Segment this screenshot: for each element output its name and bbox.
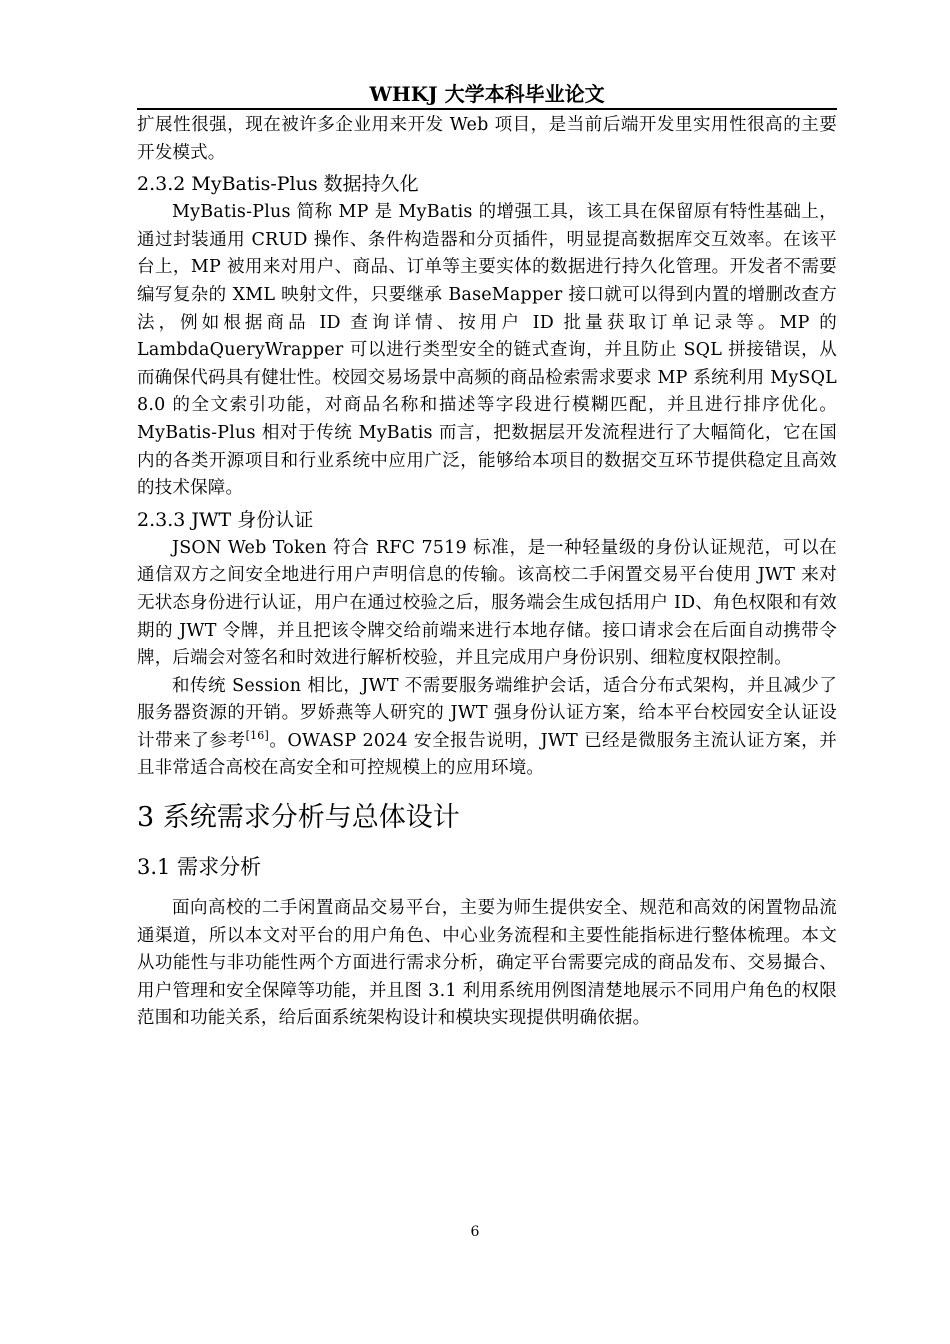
paragraph-jwt-2-part-1: 和传统 Session 相比，JWT 不需要服务端维护会话，适合分布式架构，并且减少了服务器资源的开销。罗娇燕等人研究的 JWT 强身份认证方案，给本平台校园安全认证设计带来了参考 bbox=[137, 675, 837, 751]
paragraph-jwt-2 bbox=[137, 673, 837, 783]
intro-paragraph: 扩展性很强，现在被许多企业用来开发 Web 项目，是当前后端开发里实用性很高的主要开发模式。 bbox=[137, 115, 837, 163]
subsection-heading-2-3-2: 2.3.2 MyBatis-Plus 数据持久化 bbox=[137, 173, 419, 196]
chapter-heading-3: 3 系统需求分析与总体设计 bbox=[137, 802, 460, 834]
body-text bbox=[137, 112, 837, 1033]
paragraph-jwt-2-part-2: 。OWASP 2024 安全报告说明，JWT 已经是微服务主流认证方案，并且非常适合高校在高安全和可控规模上的应用环境。 bbox=[137, 730, 837, 779]
subsection-heading-2-3-3: 2.3.3 JWT 身份认证 bbox=[137, 508, 314, 531]
running-header: WHKJ 大学本科毕业论文 bbox=[137, 80, 837, 110]
paragraph-mybatis-plus: MyBatis-Plus 简称 MP 是 MyBatis 的增强工具，该工具在保留原有特性基础上，通过封装通用 CRUD 操作、条件构造器和分页插件，明显提高数据库交互效率。在该平台上，MP 被用来对用户、商品、订单等主要实体的数据进行持久化管理。开发者不需要编写复杂的 XML 映射文件，只要继承 BaseMapper 接口就可以得到内置的增删改查方法，例如根据商品 ID 查询详情、按用户 ID 批量获取订单记录等。MP 的 LambdaQueryWrapper 可以进行类型安全的链式查询，并且防止 SQL 拼接错误，从而确保代码具有健壮性。校园交易场景中高频的商品检索需求要求 MP 系统利用 MySQL 8.0 的全文索引功能，对商品名称和描述等字段进行模糊匹配，并且进行排序优化。MyBatis-Plus 相对于传统 MyBatis 而言，把数据层开发流程进行了大幅简化，它在国内的各类开源项目和行业系统中应用广泛，能够给本项目的数据交互环节提供稳定且高效的技术保障。 bbox=[137, 202, 837, 499]
paragraph-requirements: 面向高校的二手闲置商品交易平台，主要为师生提供安全、规范和高效的闲置物品流通渠道，所以本文对平台的用户角色、中心业务流程和主要性能指标进行整体梳理。本文从功能性与非功能性两个方面进行需求分析，确定平台需要完成的商品发布、交易撮合、用户管理和安全保障等功能，并且图 3.1 利用系统用例图清楚地展示不同用户角色的权限范围和功能关系，给后面系统架构设计和模块实现提供明确依据。 bbox=[137, 898, 837, 1029]
page-number: 6 bbox=[470, 1224, 480, 1240]
paragraph-jwt-1: JSON Web Token 符合 RFC 7519 标准，是一种轻量级的身份认证规范，可以在通信双方之间安全地进行用户声明信息的传输。该高校二手闲置交易平台使用 JWT 来对无状态身份进行认证，用户在通过校验之后，服务端会生成包括用户 ID、角色权限和有效期的 JWT 令牌，并且把该令牌交给前端来进行本地存储。接口请求会在后面自动携带令牌，后端会对签名和时效进行解析校验，并且完成用户身份识别、细粒度权限控制。 bbox=[137, 537, 837, 669]
citation-ref-16: [16] bbox=[245, 729, 269, 743]
section-heading-3-1: 3.1 需求分析 bbox=[137, 855, 262, 880]
